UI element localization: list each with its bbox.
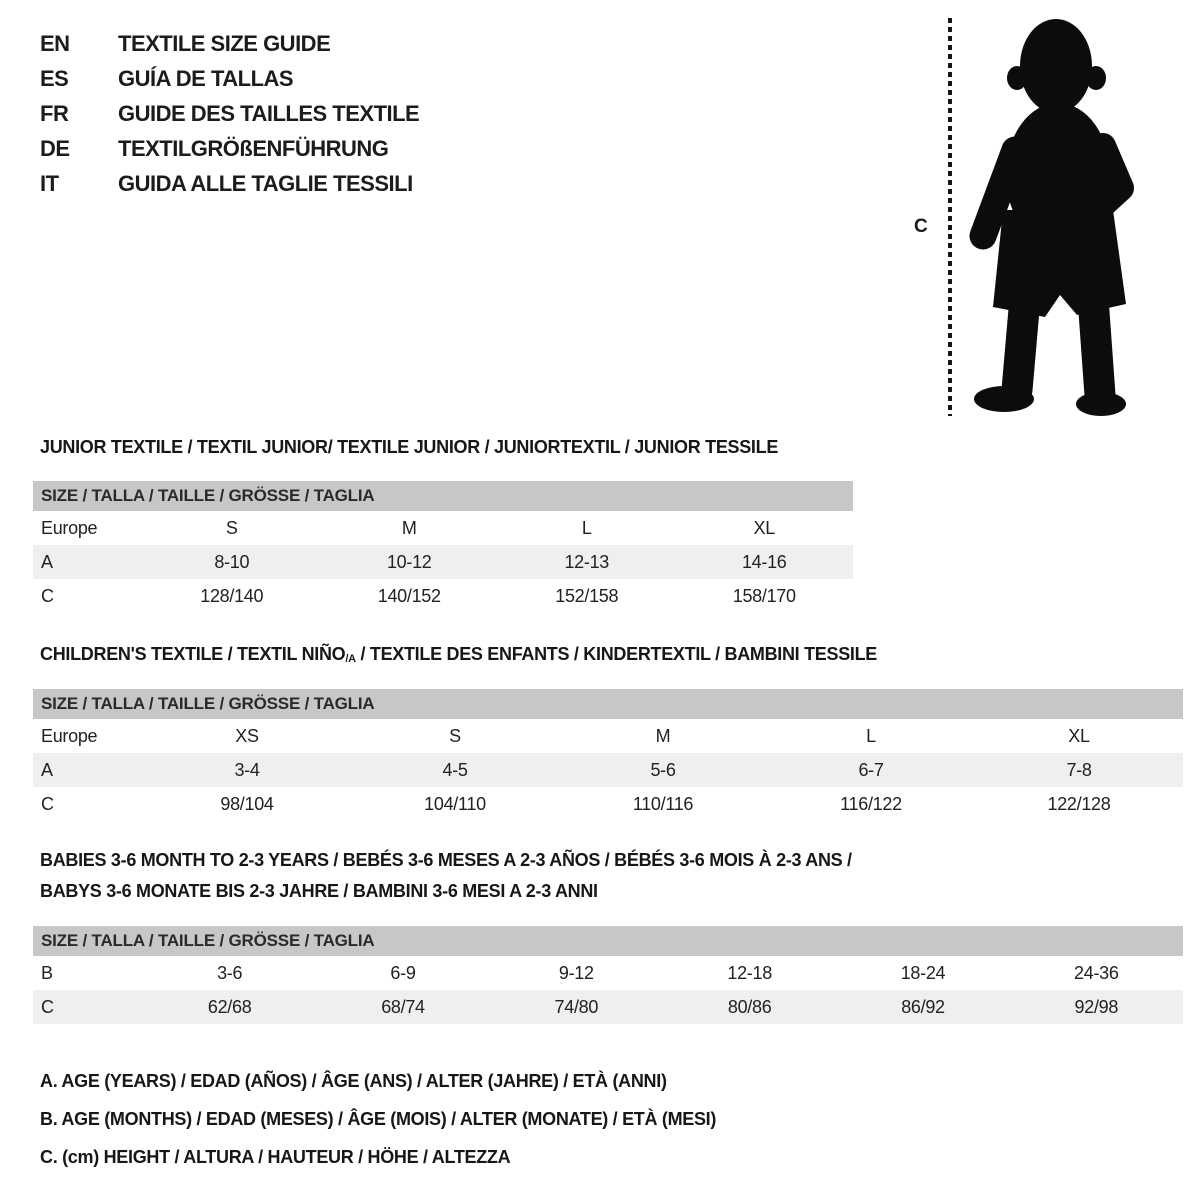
babies-heading-line1: BABIES 3-6 MONTH TO 2-3 YEARS / BEBÉS 3-6 MESES A 2-3 AÑOS / BÉBÉS 3-6 MOIS À 2-3 ANS / xyxy=(40,850,852,870)
size-cell: XS xyxy=(235,725,259,746)
junior-size-table xyxy=(33,481,853,613)
height-cell: 152/158 xyxy=(555,585,619,606)
row-label: B xyxy=(41,962,53,983)
row-label: A xyxy=(41,551,53,572)
row-label: A xyxy=(41,759,53,780)
children-heading-part1: CHILDREN'S TEXTILE / TEXTIL NIÑO xyxy=(40,644,346,664)
table-row-months xyxy=(33,956,1183,990)
age-cell: 4-5 xyxy=(442,759,468,780)
height-cell: 80/86 xyxy=(727,996,772,1017)
age-cell: 7-8 xyxy=(1066,759,1092,780)
size-cell: M xyxy=(655,725,671,746)
row-label: C xyxy=(41,793,54,814)
height-cell: 116/122 xyxy=(840,793,902,814)
table-row-height xyxy=(33,990,1183,1024)
table-row-age xyxy=(33,753,1183,787)
age-cell: 5-6 xyxy=(650,759,676,780)
height-cell: 92/98 xyxy=(1074,996,1119,1017)
babies-size-table xyxy=(33,926,1183,1024)
table-row-age xyxy=(33,545,853,579)
age-cell: 3-4 xyxy=(234,759,260,780)
footnote-b: B. AGE (MONTHS) / EDAD (MESES) / ÂGE (MOIS) / ALTER (MONATE) / ETÀ (MESI) xyxy=(40,1109,717,1129)
language-row-fr xyxy=(40,96,419,131)
table-row-europe xyxy=(33,511,853,545)
language-title: GUÍA DE TALLAS xyxy=(118,65,294,91)
language-title: GUIDA ALLE TAGLIE TESSILI xyxy=(118,170,413,196)
babies-section-heading xyxy=(40,845,852,907)
footnote-a: A. AGE (YEARS) / EDAD (AÑOS) / ÂGE (ANS) / ALTER (JAHRE) / ETÀ (ANNI) xyxy=(40,1071,667,1091)
height-measure-dashed-line xyxy=(948,18,952,416)
months-cell: 18-24 xyxy=(900,962,946,983)
height-cell: 74/80 xyxy=(554,996,599,1017)
legend-footnotes xyxy=(40,1062,716,1176)
children-size-table xyxy=(33,689,1183,821)
footnote-c: C. (cm) HEIGHT / ALTURA / HAUTEUR / HÖHE / ALTEZZA xyxy=(40,1147,511,1167)
height-cell: 158/170 xyxy=(732,585,796,606)
months-cell: 3-6 xyxy=(217,962,243,983)
language-code: IT xyxy=(40,170,59,196)
age-cell: 10-12 xyxy=(386,551,432,572)
size-cell: L xyxy=(866,725,876,746)
height-measure-label: C xyxy=(914,216,928,237)
height-cell: 122/128 xyxy=(1047,793,1111,814)
children-heading-part2: / TEXTILE DES ENFANTS / KINDERTEXTIL / BAMBINI TESSILE xyxy=(355,644,877,664)
height-cell: 104/110 xyxy=(424,793,486,814)
language-code: FR xyxy=(40,100,69,126)
babies-heading-line2: BABYS 3-6 MONATE BIS 2-3 JAHRE / BAMBINI 3-6 MESI A 2-3 ANNI xyxy=(40,881,598,901)
table-row-height xyxy=(33,787,1183,821)
row-label: Europe xyxy=(41,725,98,746)
table-row-height xyxy=(33,579,853,613)
children-heading-subscript: /A xyxy=(345,653,356,665)
row-label: C xyxy=(41,996,54,1017)
language-row-de xyxy=(40,131,419,166)
language-title: TEXTILGRÖßENFÜHRUNG xyxy=(118,135,389,161)
age-cell: 14-16 xyxy=(741,551,787,572)
language-code: ES xyxy=(40,65,69,91)
language-row-en xyxy=(40,26,419,61)
age-cell: 8-10 xyxy=(214,551,250,572)
children-section-heading xyxy=(40,644,877,665)
row-label: Europe xyxy=(41,517,98,538)
months-cell: 6-9 xyxy=(390,962,416,983)
language-title-list xyxy=(40,26,419,201)
size-cell: XL xyxy=(1068,725,1090,746)
language-code: DE xyxy=(40,135,70,161)
height-cell: 128/140 xyxy=(200,585,264,606)
row-label: C xyxy=(41,585,54,606)
table-row-europe xyxy=(33,719,1183,753)
toddler-silhouette-icon xyxy=(963,12,1143,417)
age-cell: 12-13 xyxy=(564,551,610,572)
language-title: GUIDE DES TAILLES TEXTILE xyxy=(118,100,420,126)
months-cell: 24-36 xyxy=(1074,962,1119,983)
months-cell: 12-18 xyxy=(727,962,772,983)
junior-section-heading: JUNIOR TEXTILE / TEXTIL JUNIOR/ TEXTILE JUNIOR / JUNIORTEXTIL / JUNIOR TESSILE xyxy=(40,437,779,457)
height-cell: 68/74 xyxy=(381,996,425,1017)
size-cell: L xyxy=(581,517,592,538)
babies-size-header-band: SIZE / TALLA / TAILLE / GRÖSSE / TAGLIA xyxy=(33,926,1183,956)
months-cell: 9-12 xyxy=(558,962,594,983)
language-row-it xyxy=(40,166,419,201)
size-cell: S xyxy=(449,725,461,746)
height-cell: 98/104 xyxy=(220,793,274,814)
size-cell: M xyxy=(401,517,417,538)
children-size-header-band: SIZE / TALLA / TAILLE / GRÖSSE / TAGLIA xyxy=(33,689,1183,719)
language-row-es xyxy=(40,61,419,96)
size-cell: XL xyxy=(753,517,775,538)
language-title: TEXTILE SIZE GUIDE xyxy=(118,30,331,56)
language-code: EN xyxy=(40,30,70,56)
age-cell: 6-7 xyxy=(858,759,884,780)
height-cell: 110/116 xyxy=(632,793,694,814)
height-cell: 140/152 xyxy=(377,585,441,606)
size-cell: S xyxy=(225,517,238,538)
junior-size-header-band: SIZE / TALLA / TAILLE / GRÖSSE / TAGLIA xyxy=(33,481,853,511)
height-cell: 86/92 xyxy=(901,996,945,1017)
height-cell: 62/68 xyxy=(207,996,252,1017)
